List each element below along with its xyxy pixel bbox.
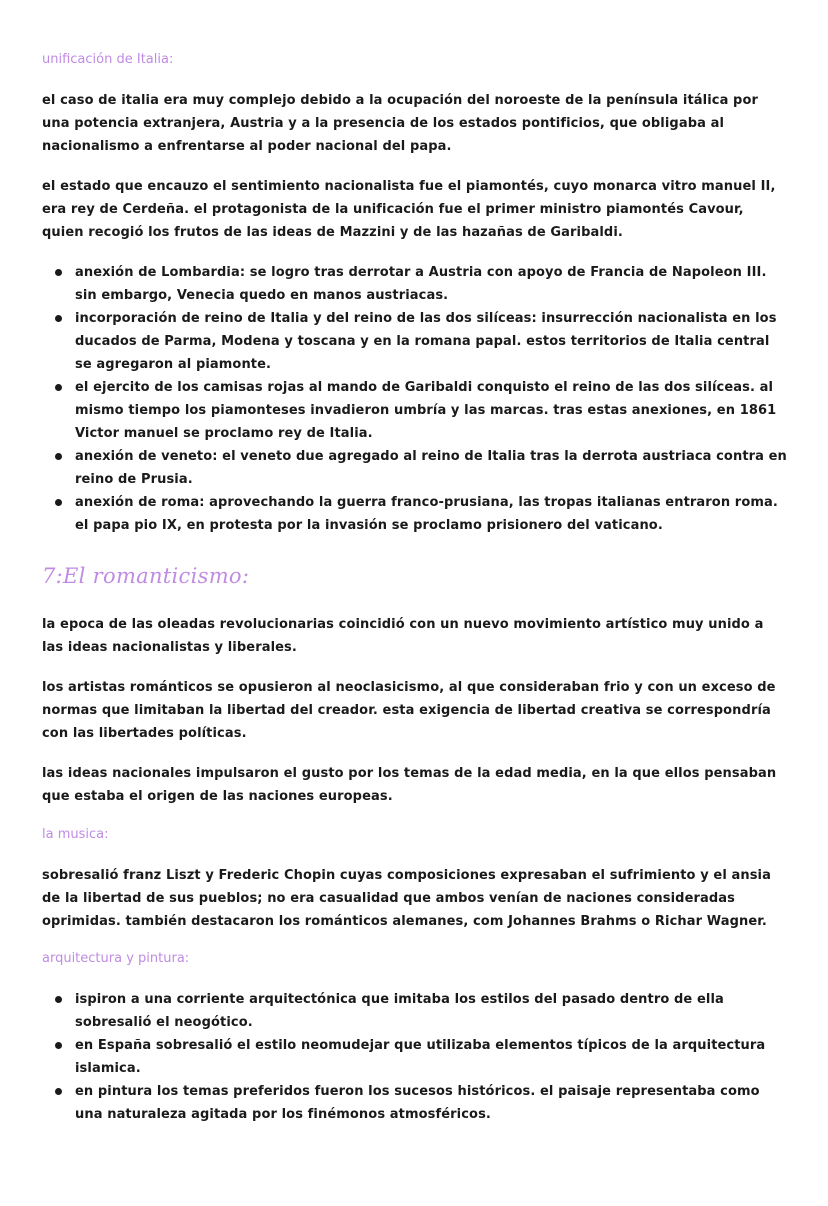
paragraph-musica: sobresalió franz Liszt y Frederic Chopin cuyas composiciones expresaban el sufrimiento y el ansia de la libertad de sus pueblos; no era casualidad que ambos venían de naciones consideradas oprimidas. también destacaron los románticos alemanes, com Johannes Brahms o Richar Wagner.	[42, 868, 771, 929]
bullet-dot-icon	[55, 384, 62, 391]
notes-page	[42, 50, 787, 1126]
bullet-dot-icon	[55, 1042, 62, 1049]
list-item	[42, 1080, 787, 1126]
list-item	[42, 491, 787, 537]
list-item-text: anexión de roma: aprovechando la guerra franco-prusiana, las tropas italianas entraron roma. el papa pio IX, en protesta por la invasión se proclamo prisionero del vaticano.	[75, 495, 778, 533]
list-item-text: el ejercito de los camisas rojas al mando de Garibaldi conquisto el reino de las dos silíceas. al mismo tiempo los piamonteses invadieron umbría y las marcas. tras estas anexiones, en 1861 Victor manuel se proclamo rey de Italia.	[75, 380, 777, 441]
list-item-text: en España sobresalió el estilo neomudejar que utilizaba elementos típicos de la arquitectura islamica.	[75, 1038, 766, 1076]
bullet-dot-icon	[55, 453, 62, 460]
arquitectura-bullet-list	[42, 988, 787, 1126]
paragraph-italia-caso: el caso de italia era muy complejo debido a la ocupación del noroeste de la península itálica por una potencia extranjera, Austria y a la presencia de los estados pontificios, que obligaba al nacionalismo a enfrentarse al poder nacional del papa.	[42, 93, 759, 154]
bullet-dot-icon	[55, 996, 62, 1003]
list-item-text: anexión de veneto: el veneto due agregado al reino de Italia tras la derrota austriaca contra en reino de Prusia.	[75, 449, 787, 487]
list-item-text: incorporación de reino de Italia y del reino de las dos silíceas: insurrección nacionalista en los ducados de Parma, Modena y toscana y en la romana papal. estos territorios de Italia central se agregaron al piamonte.	[75, 311, 777, 372]
list-item	[42, 988, 787, 1034]
bullet-dot-icon	[55, 499, 62, 506]
list-item-text: ispiron a una corriente arquitectónica que imitaba los estilos del pasado dentro de ella sobresalió el neogótico.	[75, 992, 724, 1030]
paragraph-oleadas-revolucionarias: la epoca de las oleadas revolucionarias coincidió con un nuevo movimiento artístico muy unido a las ideas nacionalistas y liberales.	[42, 617, 764, 655]
bullet-dot-icon	[55, 269, 62, 276]
list-item	[42, 1034, 787, 1080]
list-item-text: en pintura los temas preferidos fueron los sucesos históricos. el paisaje representaba como una naturaleza agitada por los finémonos atmosféricos.	[75, 1084, 760, 1122]
list-item	[42, 445, 787, 491]
list-item	[42, 261, 787, 307]
list-item-text: anexión de Lombardia: se logro tras derrotar a Austria con apoyo de Francia de Napoleon III. sin embargo, Venecia quedo en manos austriacas.	[75, 265, 767, 303]
heading-musica: la musica:	[42, 827, 109, 842]
list-item	[42, 307, 787, 376]
section-title-romanticismo: 7:El romanticismo:	[42, 564, 250, 588]
paragraph-ideas-nacionales: las ideas nacionales impulsaron el gusto por los temas de la edad media, en la que ellos pensaban que estaba el origen de las naciones europeas.	[42, 766, 777, 804]
list-item	[42, 376, 787, 445]
unificacion-bullet-list	[42, 261, 787, 537]
bullet-dot-icon	[55, 1088, 62, 1095]
paragraph-estado-piamontes: el estado que encauzo el sentimiento nacionalista fue el piamontés, cuyo monarca vitro manuel II, era rey de Cerdeña. el protagonista de la unificación fue el primer ministro piamontés Cavour, quien recogió los frutos de las ideas de Mazzini y de las hazañas de Garibaldi.	[42, 179, 776, 240]
bullet-dot-icon	[55, 315, 62, 322]
paragraph-artistas-romanticos: los artistas románticos se opusieron al neoclasicismo, al que consideraban frio y con un exceso de normas que limitaban la libertad del creador. esta exigencia de libertad creativa se correspondría con las libertades políticas.	[42, 680, 776, 741]
heading-arquitectura-pintura: arquitectura y pintura:	[42, 951, 190, 966]
heading-unificacion-italia: unificación de Italia:	[42, 52, 174, 67]
